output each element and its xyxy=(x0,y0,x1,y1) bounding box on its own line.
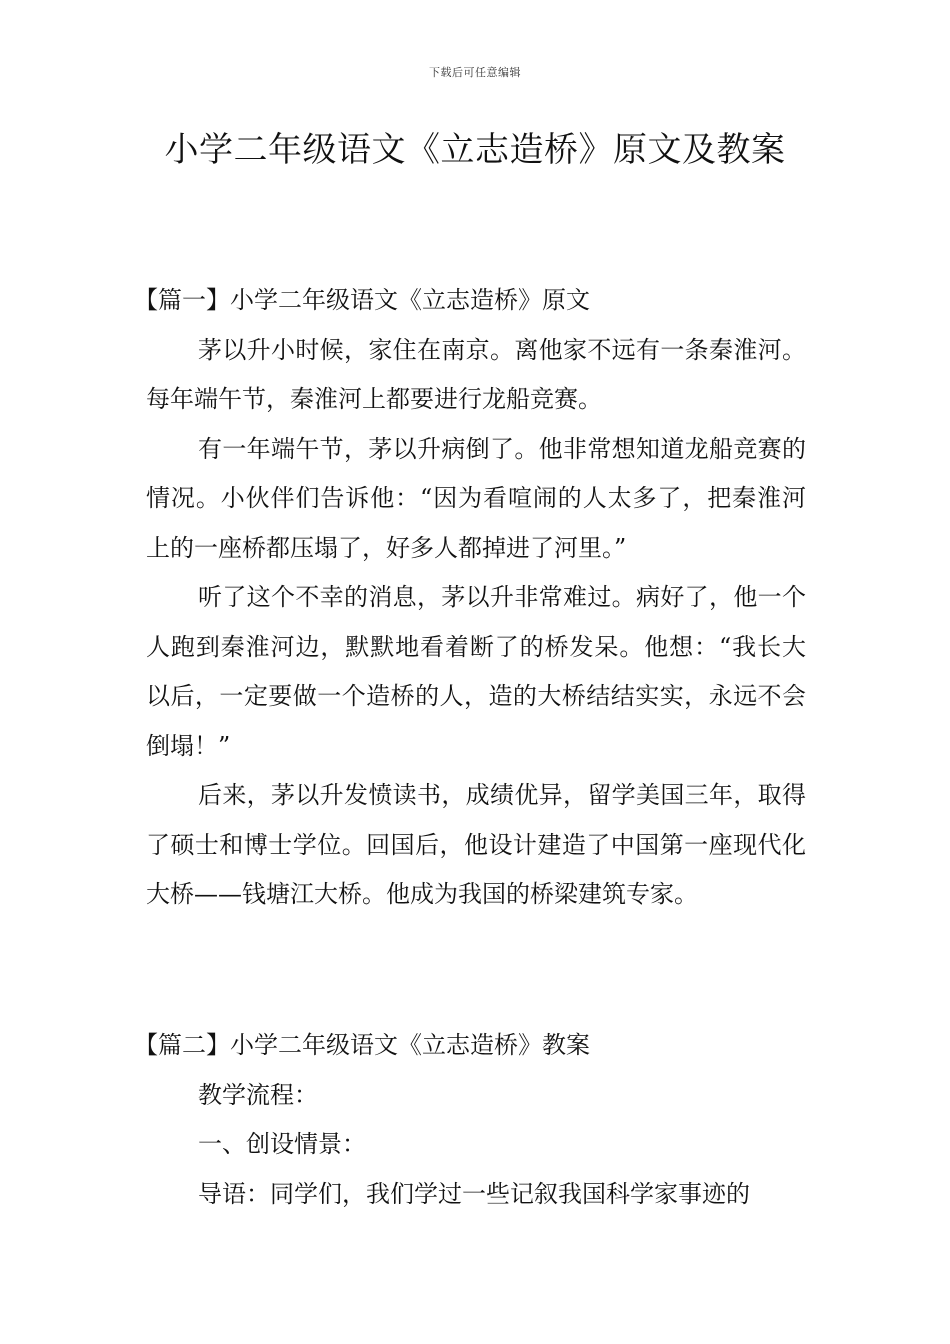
paragraph: 后来，茅以升发愤读书，成绩优异，留学美国三年，取得了硕士和博士学位。回国后，他设计建造了中国第一座现代化大桥——钱塘江大桥。他成为我国的桥梁建筑专家。 xyxy=(146,781,806,908)
paragraph: 听了这个不幸的消息，茅以升非常难过。病好了，他一个人跑到秦淮河边，默默地看着断了的桥发呆。他想：“我长大以后，一定要做一个造桥的人，造的大桥结结实实，永远不会倒塌！” xyxy=(146,583,806,760)
paragraph: 有一年端午节，茅以升病倒了。他非常想知道龙船竞赛的情况。小伙伴们告诉他：“因为看喧闹的人太多了，把秦淮河上的一座桥都压塌了，好多人都掉进了河里。” xyxy=(146,434,806,562)
section-lesson-plan xyxy=(134,1021,806,1219)
paragraph: 茅以升小时候，家住在南京。离他家不远有一条秦淮河。每年端午节，秦淮河上都要进行龙船竞赛。 xyxy=(146,335,806,413)
lesson-line: 一、创设情景： xyxy=(198,1130,366,1158)
section-original-text xyxy=(134,276,806,920)
section-heading: 【篇二】小学二年级语文《立志造桥》教案 xyxy=(134,1031,590,1059)
header-watermark: 下载后可任意编辑 xyxy=(429,66,521,79)
lesson-line: 导语：同学们，我们学过一些记叙我国科学家事迹的 xyxy=(198,1179,750,1208)
section-heading: 【篇一】小学二年级语文《立志造桥》原文 xyxy=(134,286,590,314)
document-title: 小学二年级语文《立志造桥》原文及教案 xyxy=(164,130,786,170)
lesson-line: 教学流程： xyxy=(198,1080,318,1109)
